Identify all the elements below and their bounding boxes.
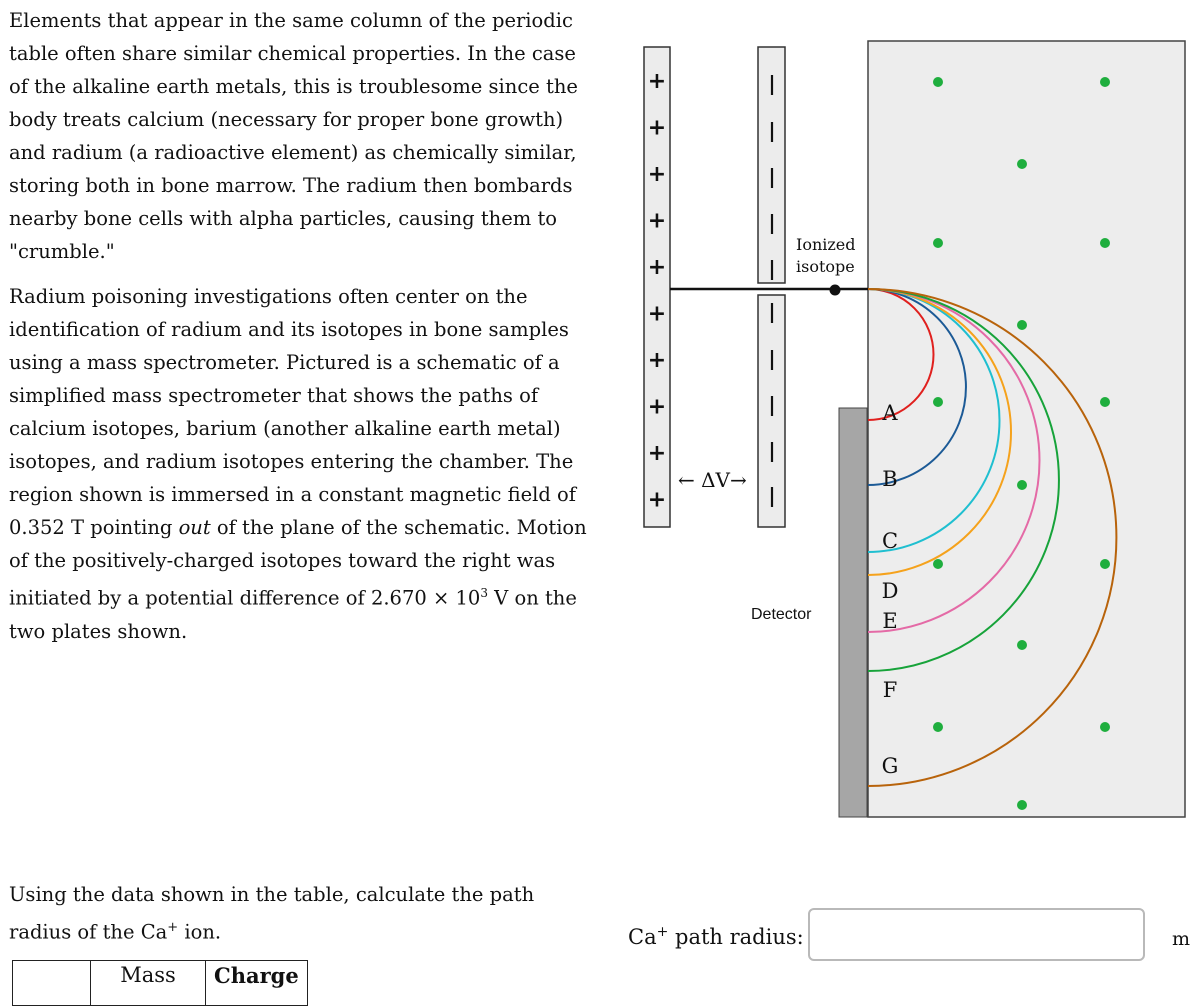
- intro-exponent: 3: [480, 586, 488, 600]
- path-label: G: [881, 754, 899, 778]
- plus-sign: +: [647, 162, 667, 187]
- path-label: C: [881, 529, 899, 553]
- question-text: Using the data shown in the table, calculate the path radius of the Ca: [9, 883, 535, 944]
- plus-sign: +: [647, 487, 667, 513]
- field-dot-icon: [1017, 320, 1027, 330]
- field-dot-icon: [933, 238, 943, 248]
- data-table: [12, 960, 308, 1006]
- field-dot-icon: [1017, 159, 1027, 169]
- field-dot-icon: [1017, 480, 1027, 490]
- ionized-label-line1: Ionized: [796, 235, 856, 254]
- table-header-cell: [13, 961, 91, 1006]
- magnetic-field-region: [868, 41, 1185, 817]
- table-header-cell: Charge: [206, 961, 308, 1006]
- field-dot-icon: [933, 559, 943, 569]
- answer-label-superscript: +: [656, 924, 669, 940]
- field-dot-icon: [1100, 238, 1110, 248]
- answer-unit: m: [1172, 928, 1191, 950]
- field-dot-icon: [1100, 559, 1110, 569]
- ionized-label-line2: isotope: [796, 257, 855, 276]
- answer-label-text: path radius:: [668, 925, 804, 949]
- plus-sign: +: [647, 115, 667, 141]
- field-dot-icon: [1017, 800, 1027, 810]
- plus-sign: +: [647, 69, 667, 94]
- question-prompt: [9, 878, 599, 949]
- path-radius-input[interactable]: [808, 908, 1145, 961]
- answer-label: [628, 924, 804, 949]
- plus-sign: +: [647, 441, 667, 466]
- delta-v-label: ← ΔV→: [678, 468, 747, 492]
- field-dot-icon: [933, 722, 943, 732]
- detector-plate: [839, 408, 867, 817]
- field-dot-icon: [1100, 722, 1110, 732]
- question-superscript: +: [167, 920, 179, 935]
- field-dot-icon: [1100, 397, 1110, 407]
- plus-sign: +: [647, 301, 667, 327]
- table-header-cell: Mass: [91, 961, 206, 1006]
- plus-sign: +: [647, 208, 667, 234]
- field-dot-icon: [1017, 640, 1027, 650]
- table-header-row: [13, 961, 308, 1006]
- intro-paragraph-1: Elements that appear in the same column of the periodic table often share similar chemical properties. In the case of the alkaline earth metals, this is troublesome since the body treats calcium (necessary for proper bone growth) and radium (a radioactive element) as chemically similar, storing both in bone marrow. The radium then bombards nearby bone cells with alpha particles, causing them to "crumble.": [9, 9, 578, 263]
- plus-sign: +: [647, 255, 667, 280]
- ionized-isotope-dot: [830, 285, 841, 296]
- path-label: B: [882, 467, 898, 491]
- intro-text: V on the two plates shown.: [9, 586, 577, 643]
- field-dot-icon: [933, 77, 943, 87]
- detector-label: Detector: [751, 606, 812, 623]
- field-dot-icon: [933, 397, 943, 407]
- field-dot-icon: [1100, 77, 1110, 87]
- path-label: F: [882, 678, 898, 702]
- answer-label-text: Ca: [628, 925, 657, 949]
- question-text: ion.: [178, 920, 222, 944]
- intro-text: Radium poisoning investigations often center on the identification of radium and its isotopes in bone samples using a mass spectrometer. Pictured is a schematic of a simplified mass spectrometer that shows the paths of calcium isotopes, barium (another alkaline earth metal) isotopes, and radium isotopes entering the chamber. The region shown is immersed in a constant magnetic field of 0.352 T pointing: [9, 285, 576, 539]
- intro-text: of the plane of the schematic. Motion of the positively-charged isotopes toward the right was initiated by a potential difference of 2.670 × 10: [9, 516, 587, 610]
- path-label: A: [882, 401, 898, 425]
- path-label: D: [881, 579, 899, 603]
- intro-emphasis: out: [178, 516, 211, 539]
- plus-sign: +: [647, 394, 667, 420]
- path-label: E: [882, 609, 898, 633]
- plus-sign: +: [647, 348, 667, 373]
